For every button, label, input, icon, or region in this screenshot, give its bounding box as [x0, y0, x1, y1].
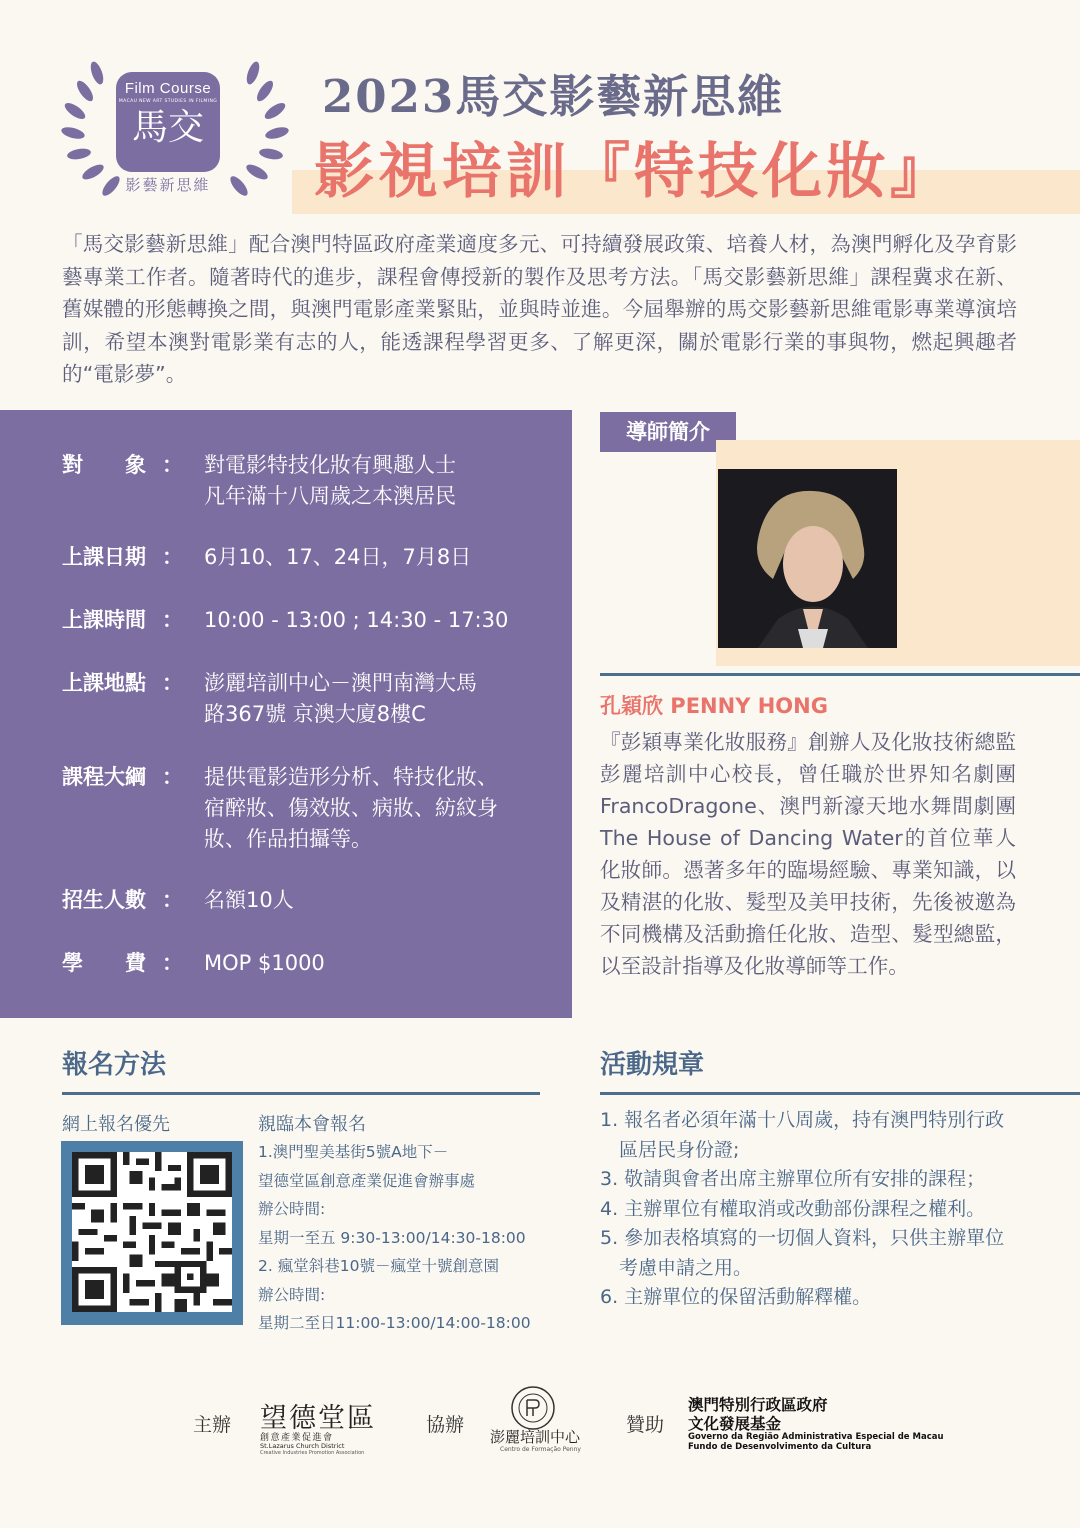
sponsor-line: 澳門特別行政區政府: [688, 1396, 828, 1414]
registration-line: 辦公時間:: [258, 1285, 326, 1304]
detail-value: 10:00 - 13:00 ; 14:30 - 17:30: [204, 608, 509, 632]
instructor-name: 孔穎欣 PENNY HONG: [600, 694, 828, 718]
organizer-logo-en: St.Lazarus Church District: [260, 1442, 345, 1450]
logo-badge: [116, 72, 220, 172]
detail-colon: ：: [162, 951, 183, 975]
coorganizer-en: Centro de Formação Penny: [500, 1446, 581, 1453]
registration-heading: 報名方法: [62, 1050, 167, 1080]
sponsor-line: Governo da Região Administrativa Especial de Macau: [688, 1432, 944, 1442]
course-details-panel: [0, 410, 572, 1018]
sponsor-line: Fundo de Desenvolvimento da Cultura: [688, 1442, 872, 1452]
registration-line: 辦公時間:: [258, 1200, 326, 1218]
detail-label: 招生人數: [62, 888, 146, 912]
detail-label: 上課時間: [62, 608, 146, 632]
registration-line: 1.澳門聖美基街5號A地下－: [258, 1143, 449, 1161]
registration-line: 星期一至五 9:30-13:00/14:30-18:00: [258, 1228, 526, 1247]
detail-value: 對電影特技化妝有興趣人士 凡年滿十八周歲之本澳居民: [204, 453, 456, 508]
detail-colon: ：: [162, 671, 183, 695]
rule-item: 考慮申請之用。: [600, 1256, 753, 1279]
rules-heading: 活動規章: [600, 1050, 705, 1080]
rule-item: 區居民身份證;: [600, 1138, 740, 1161]
detail-value: 名額10人: [204, 888, 294, 912]
divider: [600, 673, 1080, 676]
detail-value: MOP $1000: [204, 951, 325, 975]
rule-item: 1. 報名者必須年滿十八周歲，持有澳門特別行政: [600, 1109, 1005, 1131]
instructor-tag: 導師簡介: [600, 412, 736, 452]
coorganizer-name: 澎麗培訓中心: [490, 1428, 581, 1446]
instructor-bio: 『彭穎專業化妝服務』創辦人及化妝技術總監彭麗培訓中心校長，曾任職於世界知名劇團FrancoDragone、澳門新濠天地水舞間劇團The House of Dancing Water的首位華人化妝師。憑著多年的臨場經驗、專業知識，以及精湛的化妝、髮型及美甲技術，先後被邀為不同機構及活動擔任化妝、造型、髮型總監，以至設計指導及化妝導師等工作。: [600, 730, 1016, 978]
detail-label: 上課地點: [62, 671, 146, 695]
detail-value: 澎麗培訓中心－澳門南灣大馬 路367號 京澳大廈8樓C: [204, 671, 477, 726]
detail-label: 課程大綱: [62, 765, 146, 789]
detail-label: 學 費: [62, 951, 146, 975]
registration-line: 2. 瘋堂斜巷10號－瘋堂十號創意園: [258, 1257, 499, 1275]
rule-item: 6. 主辦單位的保留活動解釋權。: [600, 1286, 872, 1308]
sponsor-line: 文化發展基金: [688, 1415, 782, 1433]
logo-name: 影藝新思維: [125, 176, 211, 194]
registration-line: 星期二至日11:00-13:00/14:00-18:00: [258, 1314, 531, 1332]
qr-code[interactable]: [72, 1152, 232, 1312]
registration-inperson-label: 親臨本會報名: [258, 1114, 366, 1135]
organizer-logo-en2: Creative Industries Promotion Association: [260, 1450, 365, 1456]
detail-colon: ：: [162, 608, 183, 632]
detail-colon: ：: [162, 765, 183, 789]
rule-item: 3. 敬請與會者出席主辦單位所有安排的課程；: [600, 1168, 986, 1190]
registration-line: 望德堂區創意產業促進會辦事處: [258, 1171, 476, 1190]
detail-colon: ：: [162, 453, 183, 477]
organizer-label: 主辦: [193, 1414, 232, 1436]
divider: [600, 1092, 1080, 1095]
penny-seal-icon: [510, 1385, 556, 1431]
page-title-line1: 2023馬交影藝新思維: [322, 70, 785, 123]
detail-label: 上課日期: [62, 545, 146, 569]
logo-mark: 馬交: [131, 107, 204, 148]
organizer-logo-name: 望德堂區: [260, 1403, 376, 1434]
divider: [62, 1092, 540, 1095]
registration-locations: [258, 1138, 578, 1338]
detail-colon: ：: [162, 888, 183, 912]
logo-course-text: Film Course: [124, 80, 212, 97]
registration-online-label: 網上報名優先: [62, 1114, 170, 1135]
coorganizer-label: 協辦: [426, 1414, 465, 1436]
sponsor-label: 贊助: [626, 1414, 665, 1436]
instructor-photo: [718, 469, 897, 648]
rules-list: [600, 1106, 1020, 1313]
page-title-line2: 影視培訓『特技化妝』: [314, 137, 954, 207]
detail-label: 對 象: [62, 453, 146, 477]
rule-item: 5. 參加表格填寫的一切個人資料，只供主辦單位: [600, 1227, 1005, 1249]
rule-item: 4. 主辦單位有權取消或改動部份課程之權利。: [600, 1197, 986, 1220]
logo-subtitle: MACAU NEW ART STUDIES IN FILMING: [118, 99, 218, 104]
detail-value: 提供電影造形分析、特技化妝、 宿醉妝、傷效妝、病妝、紡紋身 妝、作品拍攝等。: [204, 765, 498, 851]
detail-value: 6月10、17、24日，7月8日: [204, 545, 472, 569]
organizer-logo-sub: 創意產業促進會: [260, 1433, 334, 1443]
detail-colon: ：: [162, 545, 183, 569]
intro-paragraph: 「馬交影藝新思維」配合澳門特區政府產業適度多元、可持續發展政策、培養人材，為澳門孵化及孕育影藝專業工作者。隨著時代的進步，課程會傳授新的製作及思考方法。「馬交影藝新思維」課程冀求在新、舊媒體的形態轉換之間，與澳門電影產業緊貼，並與時並進。今屆舉辦的馬交影藝新思維電影專業導演培訓，希望本澳對電影業有志的人，能透課程學習更多、了解更深，關於電影行業的事與物，燃起興趣者的“電影夢”。: [62, 232, 1017, 386]
